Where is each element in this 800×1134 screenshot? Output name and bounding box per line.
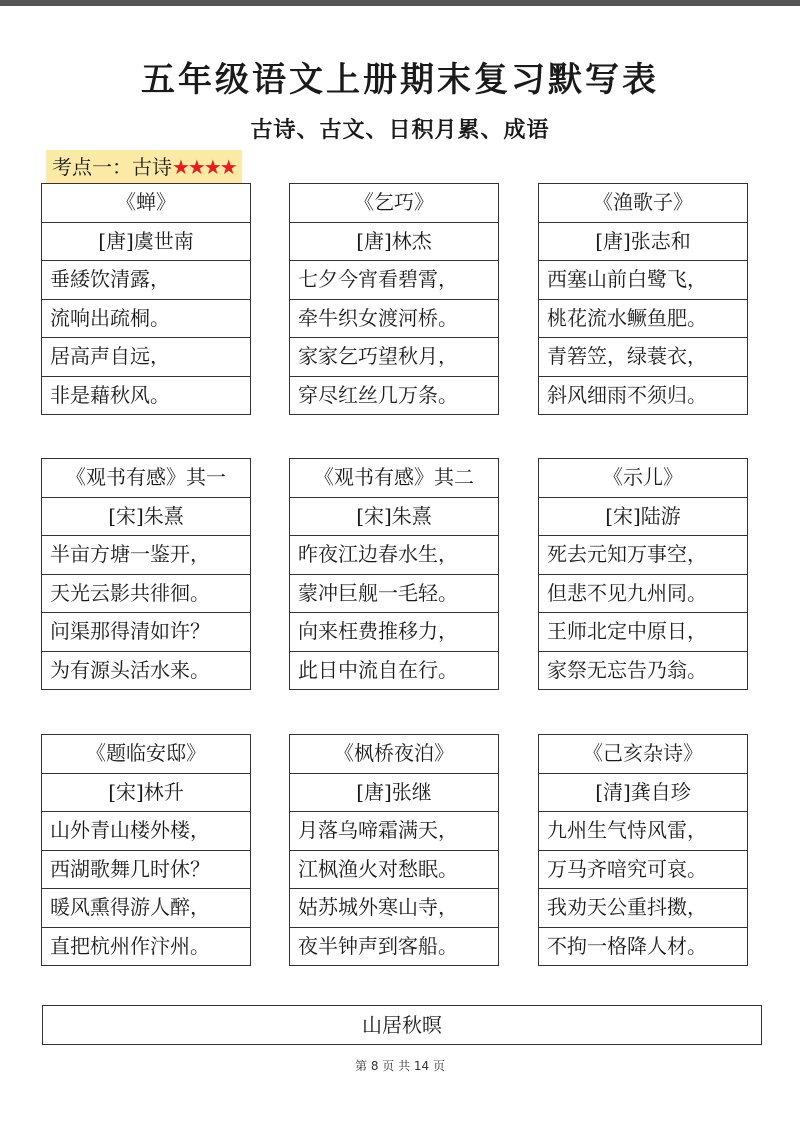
poem-line: 斜风细雨不须归。: [547, 382, 707, 407]
poem-title: 《蝉》: [42, 184, 250, 223]
poem-line: 但悲不见九州同。: [539, 575, 747, 614]
next-poem-title-box: [42, 1005, 762, 1045]
rating-stars: ★★★★: [172, 155, 236, 179]
poem-author: [唐]张志和: [539, 223, 747, 262]
page-title: 五年级语文上册期末复习默写表: [141, 60, 659, 100]
poem-card: [538, 734, 748, 966]
poem-line: 天光云影共徘徊。: [42, 575, 250, 614]
poem-line: 王师北定中原日，: [539, 613, 747, 652]
poem-title: 《枫桥夜泊》: [290, 735, 498, 774]
poem-line: 向来枉费推移力，: [290, 613, 498, 652]
poem-line: 桃花流水鳜鱼肥。: [539, 300, 747, 339]
poem-line: 西塞山前白鹭飞，: [539, 261, 747, 300]
poem-card: [41, 183, 251, 415]
poem-card: [538, 458, 748, 690]
poem-title: 《题临安邸》: [42, 735, 250, 774]
poem-card: [538, 183, 748, 415]
poem-line: 为有源头活水来。: [50, 657, 210, 682]
poem-line: 昨夜江边春水生，: [290, 536, 498, 575]
poem-line: 不拘一格降人材。: [547, 933, 707, 958]
poem-card: [289, 458, 499, 690]
poem-line: 姑苏城外寒山寺，: [290, 889, 498, 928]
poem-line: 蒙冲巨舰一毛轻。: [290, 575, 498, 614]
poem-line: 万马齐喑究可哀。: [539, 851, 747, 890]
poem-author: [清]龚自珍: [539, 774, 747, 813]
section-heading: [46, 150, 242, 184]
poem-line: 我劝天公重抖擞，: [539, 889, 747, 928]
poem-line: 西湖歌舞几时休？: [42, 851, 250, 890]
poem-author: [宋]陆游: [539, 498, 747, 537]
poem-line: 牵牛织女渡河桥。: [290, 300, 498, 339]
next-poem-title: 山居秋暝: [362, 1013, 442, 1037]
poem-line: 直把杭州作汴州。: [50, 933, 210, 958]
poem-line: 暖风熏得游人醉，: [42, 889, 250, 928]
poem-author: [唐]张继: [290, 774, 498, 813]
poem-line: 死去元知万事空，: [539, 536, 747, 575]
poem-line: 垂緌饮清露，: [42, 261, 250, 300]
poem-line: 江枫渔火对愁眠。: [290, 851, 498, 890]
poem-author: [宋]林升: [42, 774, 250, 813]
poem-title: 《渔歌子》: [539, 184, 747, 223]
poem-title: 《己亥杂诗》: [539, 735, 747, 774]
poem-title: 《示儿》: [539, 459, 747, 498]
poem-line: 非是藉秋风。: [50, 382, 170, 407]
page-number: 第 8 页 共 14 页: [355, 1059, 445, 1073]
poem-card: [41, 734, 251, 966]
poem-title: 《观书有感》其一: [42, 459, 250, 498]
page-subtitle: 古诗、古文、日积月累、成语: [250, 118, 550, 143]
section-label: 考点一：古诗: [52, 155, 172, 179]
poem-line: 九州生气恃风雷，: [539, 812, 747, 851]
poem-line: 穿尽红丝几万条。: [298, 382, 458, 407]
poem-line: 半亩方塘一鉴开，: [42, 536, 250, 575]
poem-line: 此日中流自在行。: [298, 657, 458, 682]
poem-card: [41, 458, 251, 690]
poem-line: 夜半钟声到客船。: [298, 933, 458, 958]
poem-line: 青箬笠，绿蓑衣，: [539, 338, 747, 377]
poem-author: [宋]朱熹: [42, 498, 250, 537]
poem-author: [宋]朱熹: [290, 498, 498, 537]
poem-line: 家家乞巧望秋月，: [290, 338, 498, 377]
poem-author: [唐]虞世南: [42, 223, 250, 262]
poem-line: 七夕今宵看碧霄，: [290, 261, 498, 300]
poem-line: 居高声自远，: [42, 338, 250, 377]
poem-card: [289, 734, 499, 966]
poem-card: [289, 183, 499, 415]
poem-line: 家祭无忘告乃翁。: [547, 657, 707, 682]
poem-author: [唐]林杰: [290, 223, 498, 262]
poem-line: 问渠那得清如许？: [42, 613, 250, 652]
poem-title: 《乞巧》: [290, 184, 498, 223]
poem-line: 月落乌啼霜满天，: [290, 812, 498, 851]
poem-line: 流响出疏桐。: [42, 300, 250, 339]
top-edge-bar: [0, 0, 800, 6]
poem-title: 《观书有感》其二: [290, 459, 498, 498]
poem-line: 山外青山楼外楼，: [42, 812, 250, 851]
